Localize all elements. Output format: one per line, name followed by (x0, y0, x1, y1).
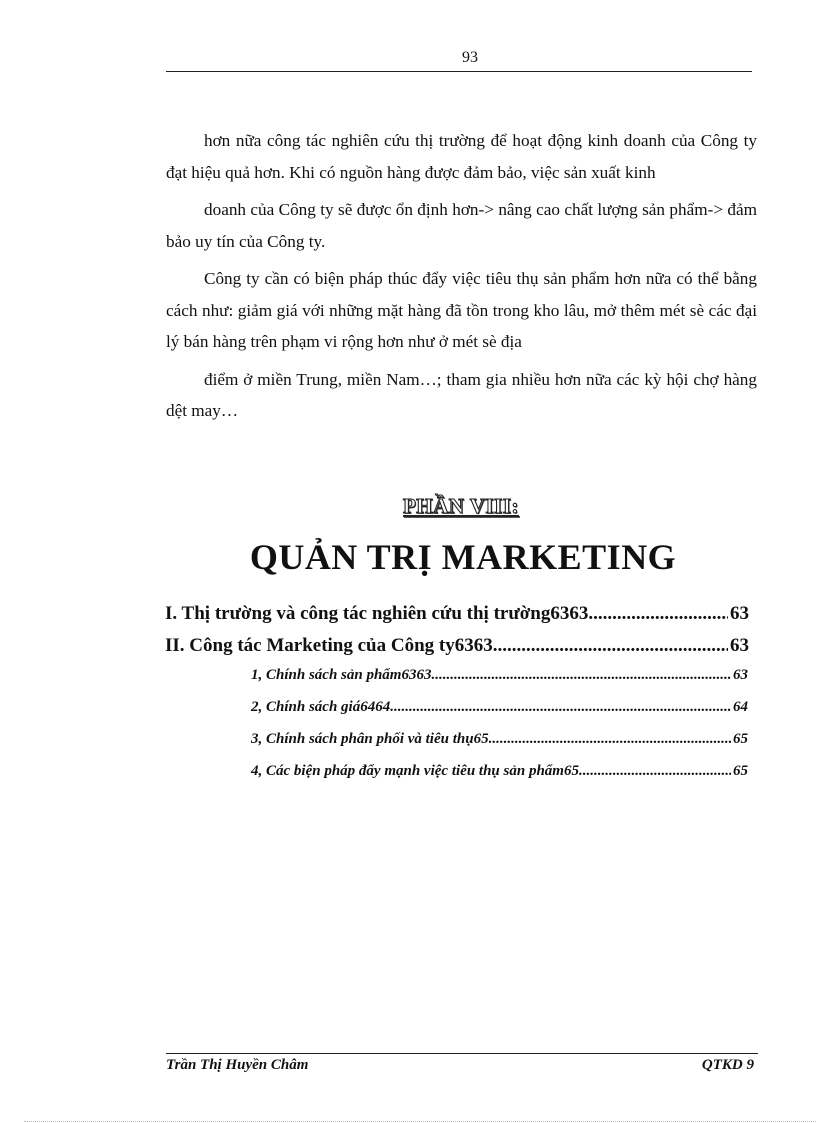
toc-entry-page: 65 (733, 731, 748, 747)
paragraph: Công ty cần có biện pháp thúc đẩy việc tiêu thụ sản phẩm hơn nữa có thể bằng cách như: giảm giá với những mặt hàng đã tồn trong kho lâu, mở thêm mét sè các đại lý bán hàng trên phạm vi rộng hơn như ở mét sè địa (166, 269, 757, 351)
toc-entry-title: 2, Chính sách giá6464 (251, 699, 391, 715)
paragraph: điểm ở miền Trung, miền Nam…; tham gia nhiều hơn nữa các kỳ hội chợ hàng dệt may… (166, 369, 757, 420)
toc-leader (588, 603, 728, 625)
toc-entry-title: II. Công tác Marketing của Công ty6363 (165, 635, 493, 656)
toc-entry-page: 63 (730, 603, 749, 624)
toc-entry-page: 63 (733, 667, 748, 683)
toc-entry-page: 64 (733, 699, 748, 715)
toc-subentry[interactable] (251, 667, 748, 699)
section-title: QUẢN TRỊ MARKETING (249, 537, 677, 577)
toc-leader (489, 731, 731, 748)
toc-entry-title: 3, Chính sách phân phối và tiêu thụ65 (251, 731, 489, 747)
toc-leader (390, 699, 731, 716)
footer-rule (166, 1053, 758, 1054)
toc-subentry[interactable] (251, 699, 748, 731)
part-label: PHẦN VIII: (402, 494, 520, 518)
table-of-contents (165, 603, 749, 795)
toc-entry-title: 1, Chính sách sản phẩm6363 (251, 667, 432, 683)
footer-course: QTKD 9 (701, 1057, 754, 1073)
toc-subentry[interactable] (251, 763, 748, 795)
toc-entry[interactable] (165, 635, 749, 667)
toc-entry-page: 63 (730, 635, 749, 656)
toc-leader (431, 667, 731, 684)
toc-leader (493, 635, 728, 657)
page-number: 93 (462, 49, 478, 66)
toc-entry-page: 65 (733, 763, 748, 779)
toc-leader (579, 763, 731, 780)
paragraph: hơn nữa công tác nghiên cứu thị trường để hoạt động kinh doanh của Công ty đạt hiệu quả hơn. Khi có nguồn hàng được đảm bảo, việc sản xuất kinh (166, 131, 757, 182)
toc-entry-title: 4, Các biện pháp đẩy mạnh việc tiêu thụ sản phẩm65 (251, 763, 579, 779)
toc-entry-title: I. Thị trường và công tác nghiên cứu thị trường6363 (165, 603, 589, 624)
header-rule (166, 71, 752, 72)
footer-author: Trần Thị Huyền Châm (166, 1057, 309, 1073)
body-text (166, 125, 757, 427)
toc-subentry[interactable] (251, 731, 748, 763)
paragraph: doanh của Công ty sẽ được ổn định hơn-> nâng cao chất lượng sản phẩm-> đảm bảo uy tín của Công ty. (166, 200, 757, 251)
page-edge-divider (24, 1121, 816, 1122)
toc-entry[interactable] (165, 603, 749, 635)
